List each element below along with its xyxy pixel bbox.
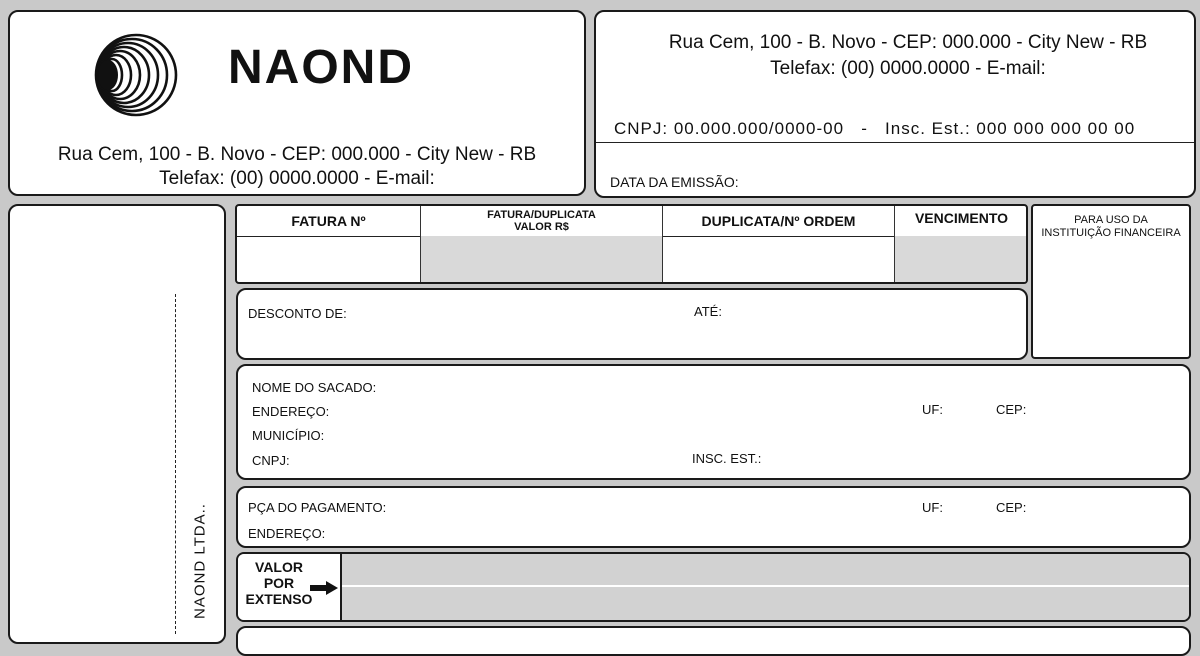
divider [596, 142, 1194, 143]
duplicate-order-field[interactable] [663, 236, 895, 283]
company-contact-box [594, 10, 1196, 198]
company-header-box [8, 10, 586, 196]
header-invoice-number: FATURA Nº [237, 206, 421, 236]
discount-until-label: ATÉ: [694, 304, 722, 319]
header-invoice-value: FATURA/DUPLICATA VALOR R$ [421, 206, 663, 236]
drawee-address-label: ENDEREÇO: [252, 404, 330, 419]
contact-address-line1: Rua Cem, 100 - B. Novo - CEP: 000.000 - City New - RB [668, 32, 1148, 53]
side-dashed-line [175, 294, 176, 634]
cnpj-line: CNPJ: 00.000.000/0000-00 - Insc. Est.: 000 000 000 00 00 [614, 119, 1136, 138]
drawee-cep-label: CEP: [996, 402, 1027, 417]
payment-address-label: ENDEREÇO: [248, 526, 326, 541]
drawee-insc-label: INSC. EST.: [692, 451, 762, 466]
amount-words-line-1[interactable] [342, 554, 1189, 585]
contact-address-line2: Telefax: (00) 0000.0000 - E-mail: [770, 58, 1046, 79]
company-logo-icon [78, 32, 180, 118]
financial-institution-label: PARA USO DA INSTITUIÇÃO FINANCEIRA [1041, 214, 1181, 239]
drawee-box [236, 364, 1191, 480]
due-date-field[interactable] [895, 236, 1028, 283]
payment-uf-label: UF: [922, 500, 943, 515]
arrow-right-icon [310, 581, 338, 595]
invoice-value-field[interactable] [421, 236, 663, 283]
payment-place-label: PÇA DO PAGAMENTO: [248, 500, 387, 515]
header-due-date: VENCIMENTO [914, 210, 1009, 226]
drawee-city-label: MUNICÍPIO: [252, 428, 325, 443]
amount-words-label-cell [238, 554, 342, 620]
bottom-box [236, 626, 1191, 656]
header-duplicate-order: DUPLICATA/Nº ORDEM [663, 206, 895, 236]
payment-box [236, 486, 1191, 548]
invoice-number-field[interactable] [237, 236, 421, 283]
payment-cep-label: CEP: [996, 500, 1027, 515]
amount-words-line-2[interactable] [342, 587, 1189, 620]
company-brand-name: NAOND [228, 41, 414, 94]
emission-date-label: DATA DA EMISSÃO: [610, 174, 739, 190]
side-panel [8, 204, 226, 644]
drawee-cnpj-label: CNPJ: [252, 453, 290, 468]
company-address-line2: Telefax: (00) 0000.0000 - E-mail: [159, 168, 435, 189]
company-address-line1: Rua Cem, 100 - B. Novo - CEP: 000.000 - City New - RB [57, 144, 537, 165]
drawee-uf-label: UF: [922, 402, 943, 417]
discount-label: DESCONTO DE: [248, 306, 347, 321]
amount-words-box [236, 552, 1191, 622]
invoice-table [235, 204, 1028, 284]
financial-institution-box [1031, 204, 1191, 359]
side-company-name: NAOND LTDA.. [191, 503, 209, 619]
discount-box [236, 288, 1028, 360]
drawee-name-label: NOME DO SACADO: [252, 380, 377, 395]
amount-words-label: VALOR POR EXTENSO [245, 559, 313, 607]
